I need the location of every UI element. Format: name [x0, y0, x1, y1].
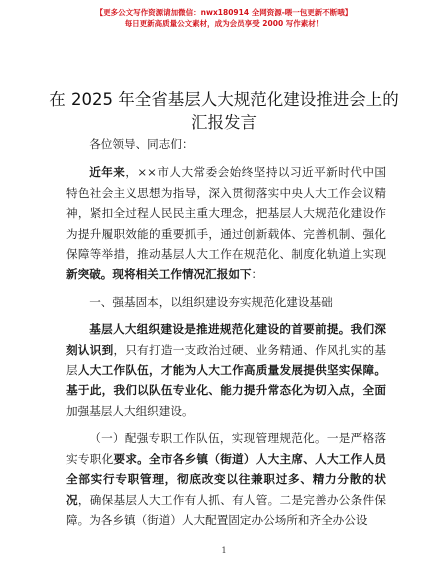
- paragraph-intro: [66, 162, 386, 284]
- org-bold-2: 人大工作队伍，才能为人大工作高质量发展提供坚实保障。基于此，我们以队伍专业化、能力提升常态化为切入点，全面: [66, 363, 386, 398]
- promo-banner-line-2: 每日更新高质量公文素材，成为会员享受 2000 写作素材！: [124, 19, 324, 28]
- greeting: 各位领导、同志们：: [89, 137, 194, 151]
- intro-emphasis: 新突破。现将相关工作情况汇报如下: [66, 267, 252, 282]
- org-bold-1: 基层人大组织建设是推进规范化建设的首要前提。我们深刻认识到: [66, 322, 386, 357]
- intro-lead: 近年来: [89, 165, 126, 180]
- staff-text-1: （一）配强专职工作队伍，实现管理规范化。一是严格落实专职化: [66, 431, 386, 466]
- intro-text: ，××市人大常委会始终坚持以习近平新时代中国特色社会主义思想为指导，深入贯彻落实中央人大工作会议精神，紧扣全过程人民民主重大理念，把基层人大规范化建设作为提升履职效能的重要抓手，通过创新载体、完善机制、强化保障等举措，推动基层人大工作在规范化、制度化轨道上实现: [66, 165, 386, 262]
- staff-bold-1: 要求。全市各乡镇（街道）人大主席、人大工作人员全部实行专职管理，彻底改变以往兼职过多、精力分散的状况: [66, 451, 386, 507]
- staff-text-2: ，确保基层人大工作有人抓、有人管。二是完善办公条件保障。为各乡镇（街道）人大配置固定办公场所和齐全办公设: [66, 492, 386, 527]
- org-text-2: 加强基层人大组织建设。: [66, 403, 194, 418]
- page-number: 1: [221, 546, 227, 555]
- paragraph-staffing: [66, 428, 386, 530]
- org-text-1: ，只有打造一支政治过硬、业务精通、作风扎实的基层: [66, 342, 386, 378]
- promo-banner-line-1: 【更多公文写作资源请加微信：nwx180914 全网资源-喂一包更新不断哦】: [95, 8, 353, 17]
- intro-tail: ：: [251, 267, 264, 282]
- document-body: [66, 134, 386, 530]
- paragraph-organization: [66, 319, 386, 421]
- section-heading-1: 一、强基固本，以组织建设夯实规范化建设基础: [89, 294, 333, 309]
- document-title: 在 2025 年全省基层人大规范化建设推进会上的汇报发言: [49, 90, 399, 132]
